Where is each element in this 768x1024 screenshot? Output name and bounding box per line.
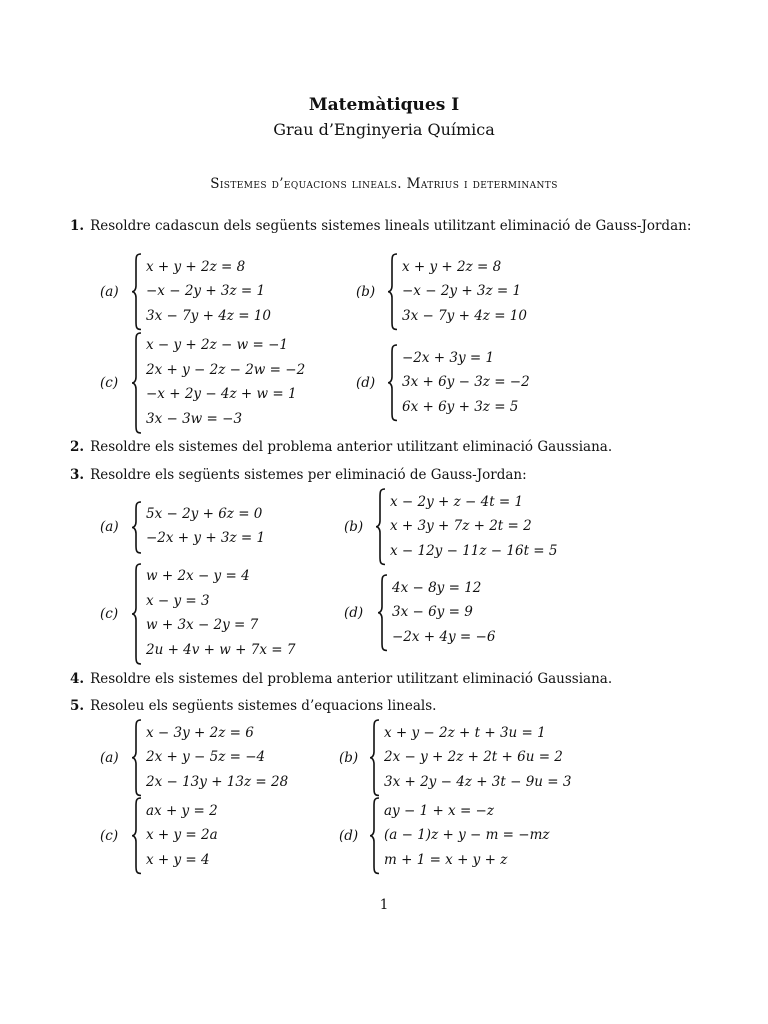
left-brace-icon (369, 797, 381, 875)
equation: x − y = 3 (146, 592, 210, 609)
equation: 2x − 13y + 13z = 28 (146, 773, 289, 790)
left-brace-icon (387, 344, 399, 422)
equation: 2u + 4v + w + 7x = 7 (146, 641, 296, 658)
system-label: (c) (100, 606, 119, 622)
equation: m + 1 = x + y + z (384, 851, 508, 868)
equation: x + y − 2z + t + 3u = 1 (384, 724, 546, 741)
system-label: (d) (356, 375, 376, 391)
equation: 3x + 6y − 3z = −2 (402, 374, 530, 390)
problem-text: Resoldre cadascun dels següents sistemes lineals utilitzant eliminació de Gauss-Jordan: (90, 218, 692, 234)
system-label: (b) (339, 750, 359, 766)
problem-number: 4. (70, 671, 85, 687)
left-brace-icon (131, 501, 143, 554)
section-heading: Sistemes d’equacions lineals. Matrius i determinants (210, 176, 558, 192)
equation: x + y + 2z = 8 (146, 258, 246, 275)
system-label: (d) (339, 828, 359, 844)
equation: 3x + 2y − 4z + 3t − 9u = 3 (384, 773, 572, 790)
problem-number: 2. (70, 439, 85, 455)
system-label: (d) (344, 605, 364, 621)
equation: x + y = 2a (146, 827, 218, 843)
left-brace-icon (131, 719, 143, 797)
equation: −x − 2y + 3z = 1 (402, 283, 522, 299)
problem-number: 5. (70, 698, 85, 714)
problem-text: Resoldre els sistemes del problema anterior utilitzant eliminació Gaussiana. (90, 439, 613, 455)
system-label: (a) (100, 519, 119, 535)
left-brace-icon (131, 563, 143, 665)
problem-3 (70, 467, 710, 483)
equation: x + 3y + 7z + 2t = 2 (390, 518, 532, 534)
equation: −2x + 4y = −6 (392, 628, 496, 645)
equation: x + y + 2z = 8 (402, 258, 502, 275)
equation: −x − 2y + 3z = 1 (146, 283, 266, 299)
left-brace-icon (375, 488, 387, 566)
system-label: (a) (100, 750, 119, 766)
system-label: (c) (100, 828, 119, 844)
system-label: (c) (100, 375, 119, 391)
left-brace-icon (131, 332, 143, 434)
left-brace-icon (131, 797, 143, 875)
problem-2 (70, 439, 710, 455)
equation: 6x + 6y + 3z = 5 (402, 398, 519, 415)
system-label: (a) (100, 284, 119, 300)
equation: 3x − 3w = −3 (146, 410, 243, 427)
equation: x − 3y + 2z = 6 (146, 724, 254, 741)
problem-5 (70, 698, 710, 714)
equation: w + 3x − 2y = 7 (146, 617, 259, 634)
problem-text: Resoldre els sistemes del problema anterior utilitzant eliminació Gaussiana. (90, 671, 613, 687)
equation: 4x − 8y = 12 (392, 579, 482, 596)
system-label: (b) (344, 519, 364, 535)
equation: x + y = 4 (146, 851, 210, 868)
equation: w + 2x − y = 4 (146, 568, 250, 585)
degree-subtitle: Grau d’Enginyeria Química (273, 120, 495, 139)
problem-4 (70, 671, 710, 687)
problem-number: 3. (70, 467, 85, 483)
equation: 3x − 7y + 4z = 10 (402, 307, 527, 324)
course-title: Matemàtiques I (308, 95, 460, 115)
equation: 2x + y − 2z − 2w = −2 (146, 361, 306, 378)
left-brace-icon (377, 574, 389, 652)
equation: ax + y = 2 (146, 802, 218, 819)
left-brace-icon (369, 719, 381, 797)
left-brace-icon (387, 253, 399, 331)
equation: 5x − 2y + 6z = 0 (146, 505, 263, 522)
equation: −2x + y + 3z = 1 (146, 530, 266, 547)
system-label: (b) (356, 284, 376, 300)
equation: −x + 2y − 4z + w = 1 (146, 386, 297, 403)
equation: x − 12y − 11z − 16t = 5 (390, 542, 558, 559)
equation: 3x − 7y + 4z = 10 (146, 307, 271, 324)
equation: 3x − 6y = 9 (392, 604, 473, 620)
equation: −2x + 3y = 1 (402, 349, 495, 366)
problem-number: 1. (70, 218, 85, 234)
equation: 2x − y + 2z + 2t + 6u = 2 (384, 749, 563, 765)
equation: ay − 1 + x = −z (384, 802, 494, 819)
page-number: 1 (379, 897, 389, 913)
equation: x − y + 2z − w = −1 (146, 337, 288, 354)
problem-text: Resoldre els següents sistemes per eliminació de Gauss-Jordan: (90, 467, 527, 483)
equation: 2x + y − 5z = −4 (146, 749, 266, 765)
equation: (a − 1)z + y − m = −mz (384, 827, 550, 843)
problem-1 (70, 218, 710, 234)
problem-text: Resoleu els següents sistemes d’equacions lineals. (90, 698, 437, 714)
left-brace-icon (131, 253, 143, 331)
equation: x − 2y + z − 4t = 1 (390, 493, 524, 510)
